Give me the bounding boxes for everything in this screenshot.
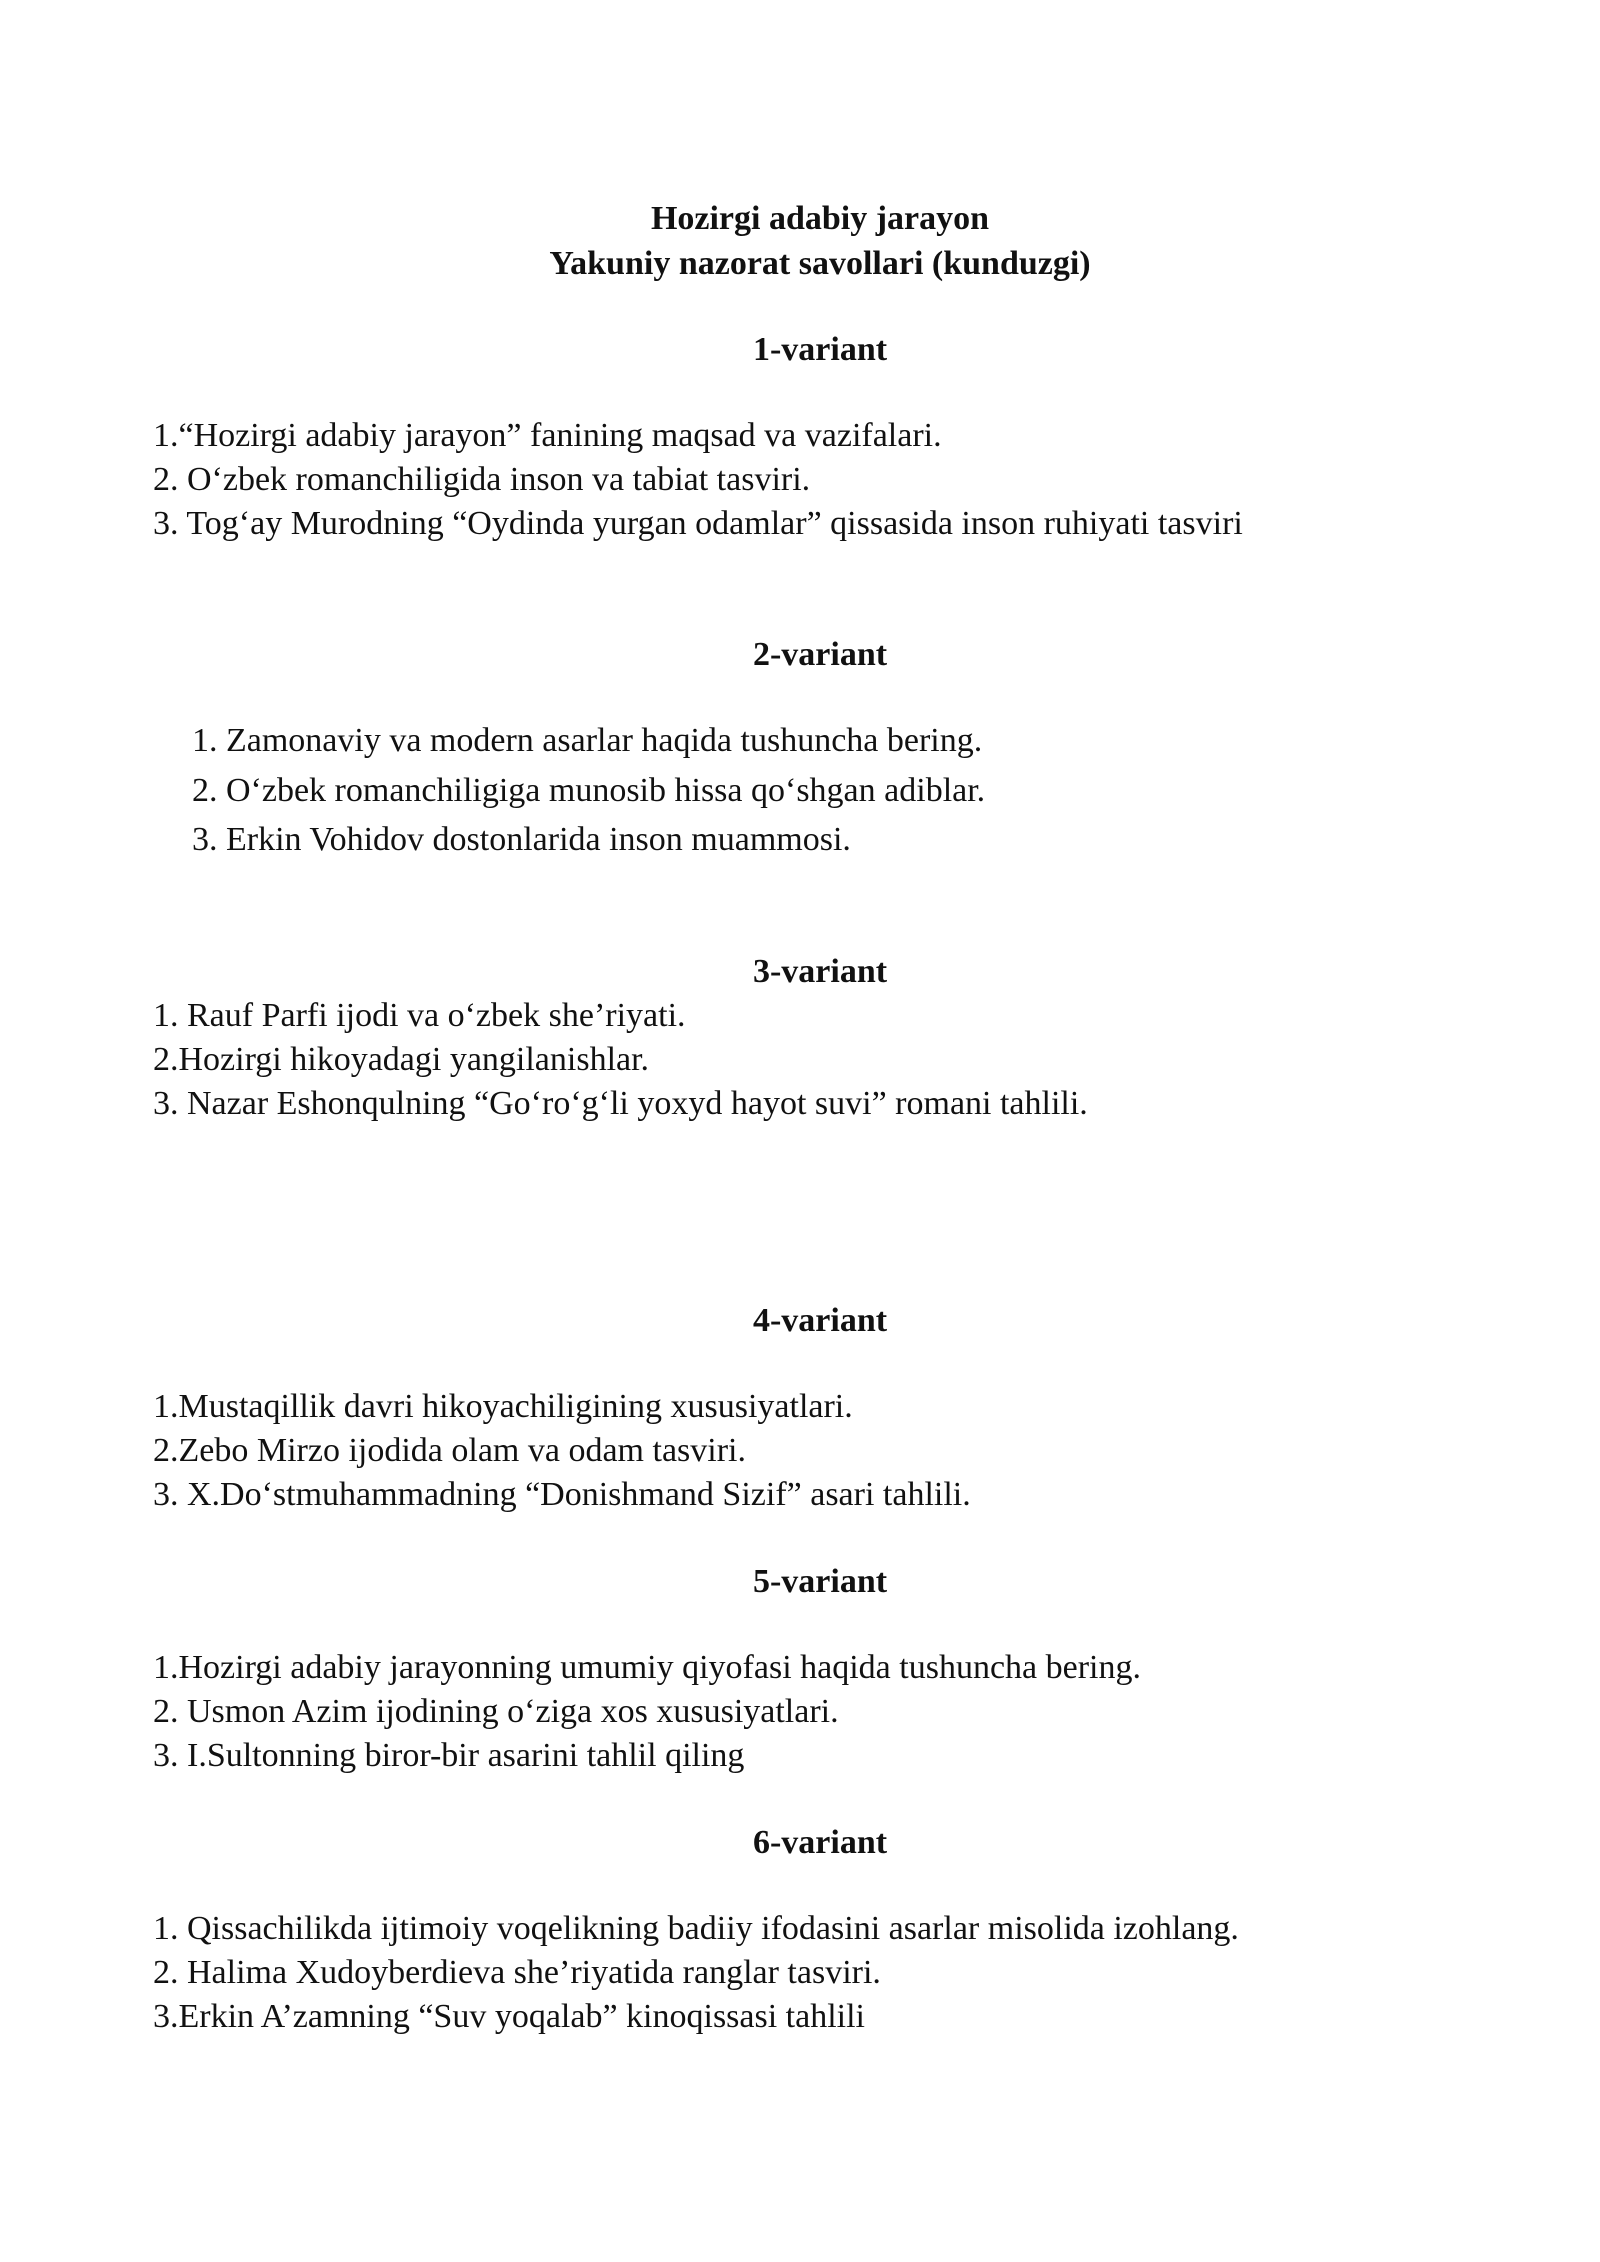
variant-heading: 2-variant bbox=[752, 636, 888, 673]
question-item: 3. X.Do‘stmuhammadning “Donishmand Sizif” asari tahlili. bbox=[153, 1476, 971, 1513]
variant-heading: 1-variant bbox=[752, 331, 888, 368]
document-subtitle: Yakuniy nazorat savollari (kunduzgi) bbox=[549, 245, 1091, 282]
question-item: 1. Zamonaviy va modern asarlar haqida tushuncha bering. bbox=[192, 722, 983, 759]
question-item: 2.Hozirgi hikoyadagi yangilanishlar. bbox=[153, 1041, 650, 1078]
question-item: 3. Nazar Eshonqulning “Go‘ro‘g‘li yoxyd hayot suvi” romani tahlili. bbox=[153, 1085, 1088, 1122]
document-title: Hozirgi adabiy jarayon bbox=[650, 200, 990, 237]
question-item: 1. Rauf Parfi ijodi va o‘zbek she’riyati. bbox=[153, 997, 686, 1034]
question-item: 2. O‘zbek romanchiligiga munosib hissa qo‘shgan adiblar. bbox=[192, 772, 986, 809]
question-item: 2. O‘zbek romanchiligida inson va tabiat tasviri. bbox=[153, 461, 811, 498]
question-item: 1.“Hozirgi adabiy jarayon” fanining maqsad va vazifalari. bbox=[153, 417, 942, 454]
question-item: 1.Mustaqillik davri hikoyachiligining xususiyatlari. bbox=[153, 1388, 853, 1425]
question-item: 1.Hozirgi adabiy jarayonning umumiy qiyofasi haqida tushuncha bering. bbox=[153, 1649, 1141, 1686]
question-item: 2. Usmon Azim ijodining o‘ziga xos xususiyatlari. bbox=[153, 1693, 839, 1730]
variant-heading: 6-variant bbox=[752, 1824, 888, 1861]
question-item: 2. Halima Xudoyberdieva she’riyatida ranglar tasviri. bbox=[153, 1954, 881, 1991]
variant-heading: 4-variant bbox=[752, 1302, 888, 1339]
question-item: 2.Zebo Mirzo ijodida olam va odam tasviri. bbox=[153, 1432, 746, 1469]
question-item: 3.Erkin A’zamning “Suv yoqalab” kinoqissasi tahlili bbox=[153, 1998, 866, 2035]
question-item: 1. Qissachilikda ijtimoiy voqelikning badiiy ifodasini asarlar misolida izohlang. bbox=[153, 1910, 1239, 1947]
question-item: 3. Erkin Vohidov dostonlarida inson muammosi. bbox=[192, 821, 851, 858]
question-item: 3. Tog‘ay Murodning “Oydinda yurgan odamlar” qissasida inson ruhiyati tasviri bbox=[153, 505, 1243, 542]
variant-heading: 5-variant bbox=[752, 1563, 888, 1600]
question-item: 3. I.Sultonning biror-bir asarini tahlil qiling bbox=[153, 1737, 745, 1774]
variant-heading: 3-variant bbox=[752, 953, 888, 990]
